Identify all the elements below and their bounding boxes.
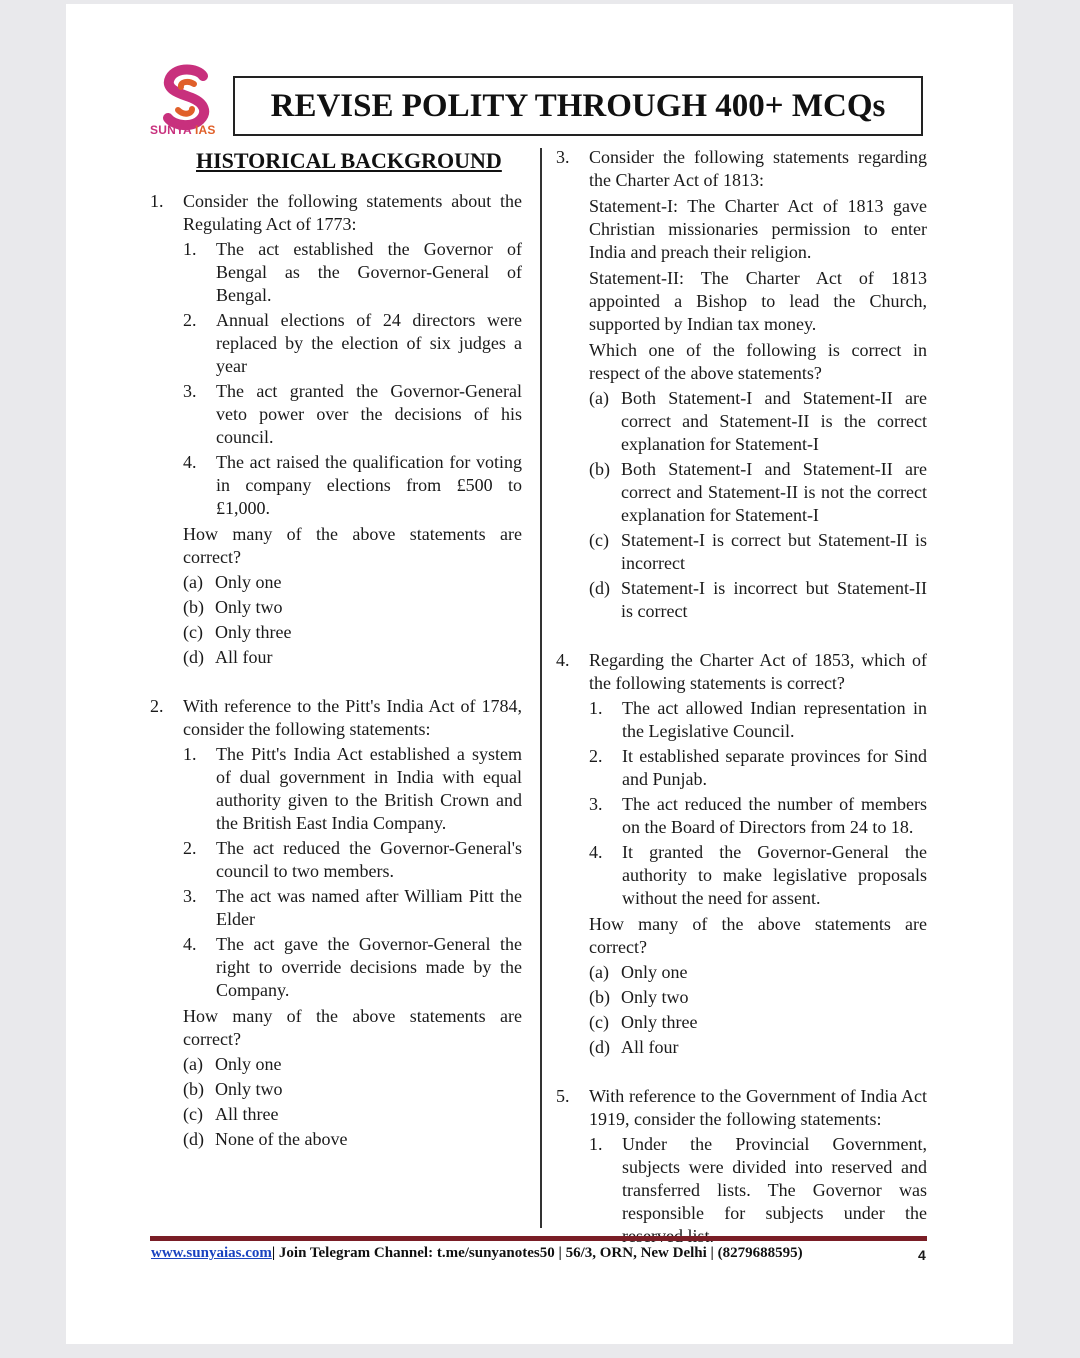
statement-item: [183, 885, 522, 931]
footer-rule: [150, 1236, 927, 1241]
answer-option: [589, 458, 927, 527]
question-prompt: How many of the above statements are correct?: [183, 1006, 522, 1049]
statement-number: 4.: [183, 934, 197, 954]
section-title: HISTORICAL BACKGROUND: [196, 148, 502, 173]
option-label: (d): [183, 647, 204, 667]
statement-text: The act reduced the Governor-General's council to two members.: [216, 838, 522, 881]
statement-number: 2.: [183, 838, 197, 858]
answer-option: [589, 986, 927, 1009]
answer-option: [589, 387, 927, 456]
statement-number: 3.: [589, 794, 603, 814]
option-text: All three: [215, 1104, 279, 1124]
option-label: (b): [183, 597, 204, 617]
website-link[interactable]: www.sunyaias.com: [151, 1245, 272, 1261]
answer-option: [183, 1103, 522, 1126]
statement-text: It established separate provinces for Sind and Punjab.: [622, 746, 927, 789]
question-number: 4.: [556, 650, 570, 670]
statement-text: The act granted the Governor-General veto power over the decisions of his council.: [216, 381, 522, 447]
option-text: Only one: [215, 1054, 282, 1074]
option-label: (c): [183, 1104, 203, 1124]
option-label: (a): [183, 1054, 203, 1074]
question-4: [556, 649, 927, 1059]
statement-text: The act reduced the number of members on the Board of Directors from 24 to 18.: [622, 794, 927, 837]
option-label: (d): [589, 1037, 610, 1057]
option-text: None of the above: [215, 1129, 348, 1149]
statement-text: The act gave the Governor-General the right to override decisions made by the Company.: [216, 934, 522, 1000]
statement-item: [183, 238, 522, 307]
question-prompt: How many of the above statements are correct?: [183, 524, 522, 567]
statement-item: [183, 933, 522, 1002]
statement-number: 4.: [589, 842, 603, 862]
answer-option: [589, 577, 927, 623]
statement-text: The act allowed Indian representation in the Legislative Council.: [622, 698, 927, 741]
option-label: (a): [589, 962, 609, 982]
answer-option: [183, 596, 522, 619]
question-number: 3.: [556, 147, 570, 167]
footer-details: | Join Telegram Channel: t.me/sunyanotes50 | 56/3, ORN, New Delhi | (8279688595): [271, 1245, 803, 1261]
statement-text: Under the Provincial Government, subjects were divided into reserved and transferred lists. The Governor was responsible for subjects under the: [622, 1134, 927, 1223]
option-label: (c): [589, 530, 609, 550]
option-text: Statement-I is correct but Statement-II is incorrect: [621, 530, 927, 573]
option-text: Both Statement-I and Statement-II are correct and Statement-II is the correct explanation for Statement-I: [621, 388, 927, 454]
option-label: (a): [183, 572, 203, 592]
question-2: [150, 695, 522, 1151]
option-text: Only one: [621, 962, 688, 982]
option-label: (b): [589, 987, 610, 1007]
footer-text: [151, 1245, 803, 1262]
answer-option: [183, 1128, 522, 1151]
option-label: (c): [589, 1012, 609, 1032]
answer-option: [589, 961, 927, 984]
statement-item: [589, 793, 927, 839]
statement-text: The act established the Governor of Bengal as the Governor-General of Bengal.: [216, 239, 522, 305]
question-number: 5.: [556, 1086, 570, 1106]
statement-text: It granted the Governor-General the authority to make legislative proposals without the need for assent.: [622, 842, 927, 908]
question-prompt: How many of the above statements are correct?: [589, 914, 927, 957]
statement-item: [183, 309, 522, 378]
option-label: (d): [589, 578, 610, 598]
statement-item: [183, 837, 522, 883]
header-title-box: [233, 76, 923, 136]
statement-number: 1.: [183, 744, 197, 764]
answer-option: [183, 646, 522, 669]
option-text: Only three: [215, 622, 292, 642]
statement-number: 1.: [589, 698, 603, 718]
statement-number: 1.: [589, 1134, 603, 1154]
option-text: Only two: [215, 1079, 283, 1099]
statement-number: 2.: [589, 746, 603, 766]
statement-line: Statement-II: The Charter Act of 1813 appointed a Bishop to lead the Church, supported by Indian tax money.: [589, 268, 927, 334]
option-text: All four: [621, 1037, 679, 1057]
statement-text: The act was named after William Pitt the Elder: [216, 886, 522, 929]
answer-option: [183, 1078, 522, 1101]
option-label: (a): [589, 388, 609, 408]
statement-item: [183, 743, 522, 835]
question-1: [150, 190, 522, 669]
option-text: Only three: [621, 1012, 698, 1032]
option-text: Only one: [215, 572, 282, 592]
statement-item: [589, 1133, 927, 1248]
statement-number: 3.: [183, 381, 197, 401]
right-column: [556, 146, 927, 1248]
page-number: 4: [918, 1247, 926, 1263]
statement-number: 4.: [183, 452, 197, 472]
statement-text: The act raised the qualification for voting in company elections from £500 to £1,000.: [216, 452, 522, 518]
option-label: (c): [183, 622, 203, 642]
page-title: REVISE POLITY THROUGH 400+ MCQs: [270, 88, 886, 124]
question-number: 1.: [150, 191, 164, 211]
answer-option: [589, 529, 927, 575]
question-intro: Consider the following statements regarding the Charter Act of 1813:: [589, 147, 927, 190]
statement-line: Statement-I: The Charter Act of 1813 gave Christian missionaries permission to enter India and preach their religion.: [589, 196, 927, 262]
question-number: 2.: [150, 696, 164, 716]
statement-item: [589, 841, 927, 910]
statement-text: The Pitt's India Act established a system of dual government in India with equal authority given to the British Crown and the British East India Company.: [216, 744, 522, 833]
logo-text: SUNYA IAS: [150, 123, 216, 137]
statement-number: 1.: [183, 239, 197, 259]
statement-item: [589, 697, 927, 743]
question-3: [556, 146, 927, 623]
option-label: (d): [183, 1129, 204, 1149]
answer-option: [589, 1011, 927, 1034]
left-column: [150, 190, 522, 1151]
statement-item: [183, 380, 522, 449]
statement-text: Annual elections of 24 directors were replaced by the election of six judges a year: [216, 310, 522, 376]
option-text: Only two: [215, 597, 283, 617]
option-text: Statement-I is incorrect but Statement-II is correct: [621, 578, 927, 621]
option-text: All four: [215, 647, 273, 667]
option-text: Both Statement-I and Statement-II are correct and Statement-II is not the correct explanation for Statement-I: [621, 459, 927, 525]
answer-option: [183, 1053, 522, 1076]
question-prompt: Which one of the following is correct in respect of the above statements?: [589, 340, 927, 383]
question-intro: Consider the following statements about the Regulating Act of 1773:: [183, 191, 522, 234]
column-divider: [540, 148, 542, 1228]
statement-number: 3.: [183, 886, 197, 906]
answer-option: [183, 571, 522, 594]
statement-item: [183, 451, 522, 520]
question-intro: With reference to the Pitt's India Act of 1784, consider the following statements:: [183, 696, 522, 739]
option-label: (b): [589, 459, 610, 479]
answer-option: [589, 1036, 927, 1059]
question-5: [556, 1085, 927, 1248]
option-label: (b): [183, 1079, 204, 1099]
answer-option: [183, 621, 522, 644]
statement-item: [589, 745, 927, 791]
option-text: Only two: [621, 987, 689, 1007]
question-intro: With reference to the Government of India Act 1919, consider the following statements:: [589, 1086, 927, 1129]
question-intro: Regarding the Charter Act of 1853, which of the following statements is correct?: [589, 650, 927, 693]
statement-number: 2.: [183, 310, 197, 330]
